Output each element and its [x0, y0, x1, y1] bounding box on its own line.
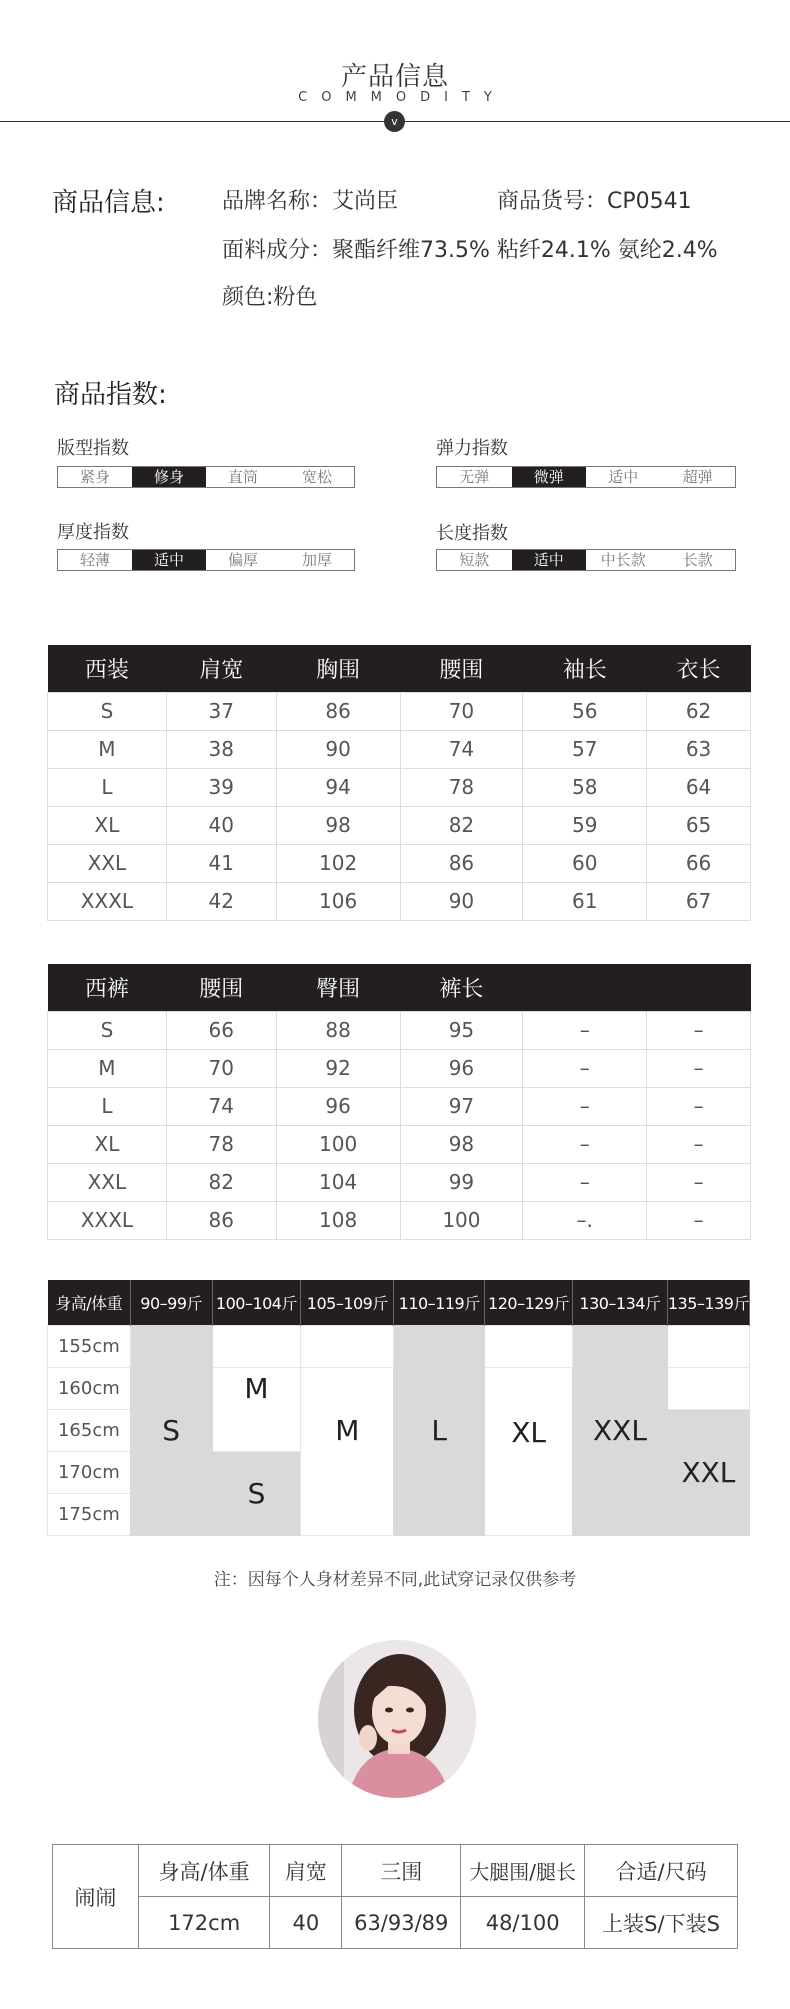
stretch-index-title: 弹力指数 [436, 438, 508, 459]
header-cell: 身高/体重 [138, 1845, 270, 1897]
weight-header: 120–129斤 [485, 1280, 573, 1325]
size-label-cell: L [48, 768, 167, 806]
value-cell: – [523, 1125, 647, 1163]
fit-index-title: 版型指数 [57, 438, 129, 459]
size-cell: S [212, 1451, 301, 1535]
table-row [48, 806, 751, 844]
size-label-cell: XXXL [48, 882, 167, 920]
scale-option: 短款 [459, 551, 490, 569]
size-label-cell: XXL [48, 1163, 167, 1201]
header-cell: 裤长 [400, 964, 523, 1011]
table-row [48, 1325, 750, 1367]
scale-option-selected: 适中 [512, 550, 587, 570]
value-cell: 62 [647, 692, 751, 730]
length-index-title: 长度指数 [436, 523, 508, 544]
header-cell: 袖长 [523, 645, 647, 692]
header-cell: 肩宽 [270, 1845, 342, 1897]
value-cell: 66 [647, 844, 751, 882]
value-cell: 37 [166, 692, 276, 730]
value-cell: 88 [276, 1011, 400, 1049]
height-cell: 155cm [48, 1325, 131, 1367]
fit-index-scale [57, 466, 355, 488]
value-cell: 74 [166, 1087, 276, 1125]
stretch-index-scale [436, 466, 736, 488]
size-label-cell: S [48, 1011, 167, 1049]
value-cell: 63/93/89 [342, 1897, 461, 1949]
scale-option: 无弹 [459, 468, 490, 486]
table-row [48, 882, 751, 920]
empty-cell [485, 1325, 573, 1367]
table-row [48, 1125, 751, 1163]
height-cell: 165cm [48, 1409, 131, 1451]
header-cell: 胸围 [276, 645, 400, 692]
size-cell: XL [485, 1367, 573, 1535]
size-cell: M [212, 1367, 301, 1451]
header-cell: 西装 [48, 645, 167, 692]
section-subtitle: COMMODITY [298, 90, 506, 105]
value-cell: 66 [166, 1011, 276, 1049]
table-row [53, 1845, 738, 1897]
pants-size-table [47, 964, 751, 1240]
value-cell: – [647, 1011, 751, 1049]
value-cell: – [523, 1011, 647, 1049]
value-cell: 40 [166, 806, 276, 844]
value-cell: 57 [523, 730, 647, 768]
size-label-cell: S [48, 692, 167, 730]
header-cell: 大腿围/腿长 [461, 1845, 585, 1897]
value-cell: 104 [276, 1163, 400, 1201]
section-title: 产品信息 [340, 62, 449, 92]
value-cell: 56 [523, 692, 647, 730]
height-cell: 160cm [48, 1367, 131, 1409]
model-name: 闹闹 [53, 1845, 139, 1949]
value-cell: 94 [276, 768, 400, 806]
length-index-scale [436, 549, 736, 571]
value-cell: 99 [400, 1163, 523, 1201]
scale-option: 适中 [608, 468, 639, 486]
empty-cell [667, 1325, 749, 1367]
table-row [48, 1163, 751, 1201]
scale-option: 长款 [682, 551, 713, 569]
thickness-index-scale [57, 549, 355, 571]
weight-header: 130–134斤 [573, 1280, 668, 1325]
value-cell: 82 [166, 1163, 276, 1201]
value-cell: 98 [276, 806, 400, 844]
scale-option: 超弹 [682, 468, 713, 486]
value-cell: 90 [276, 730, 400, 768]
size-label-cell: XL [48, 806, 167, 844]
brand-name: 品牌名称：艾尚臣 [222, 189, 399, 214]
value-cell: 67 [647, 882, 751, 920]
product-color: 颜色:粉色 [222, 285, 318, 310]
header-cell: 肩宽 [166, 645, 276, 692]
value-cell: 92 [276, 1049, 400, 1087]
scale-option-selected: 适中 [132, 550, 206, 570]
model-avatar [318, 1640, 476, 1798]
value-cell: 42 [166, 882, 276, 920]
value-cell: 39 [166, 768, 276, 806]
value-cell: 48/100 [461, 1897, 585, 1949]
value-cell: 38 [166, 730, 276, 768]
header-cell: 腰围 [400, 645, 523, 692]
value-cell: – [523, 1163, 647, 1201]
table-row [48, 768, 751, 806]
size-label-cell: L [48, 1087, 167, 1125]
table-header-row [48, 964, 751, 1011]
weight-header: 90–99斤 [130, 1280, 212, 1325]
weight-header: 100–104斤 [212, 1280, 301, 1325]
value-cell: 上装S/下装S [585, 1897, 738, 1949]
chevron-down-icon: v [384, 111, 405, 132]
value-cell: – [523, 1049, 647, 1087]
product-index-label: 商品指数: [54, 380, 167, 410]
value-cell: 63 [647, 730, 751, 768]
value-cell: 74 [400, 730, 523, 768]
table-header-row [48, 645, 751, 692]
table-row [48, 730, 751, 768]
table-row [53, 1897, 738, 1949]
header-cell [647, 964, 751, 1011]
value-cell: 90 [400, 882, 523, 920]
header-cell: 合适/尺码 [585, 1845, 738, 1897]
scale-option: 轻薄 [79, 551, 110, 569]
value-cell: 96 [276, 1087, 400, 1125]
table-row [48, 1201, 751, 1239]
value-cell: –. [523, 1201, 647, 1239]
product-info-label: 商品信息: [52, 188, 165, 218]
height-cell: 175cm [48, 1493, 131, 1535]
value-cell: – [647, 1201, 751, 1239]
header-cell: 腰围 [166, 964, 276, 1011]
value-cell: 108 [276, 1201, 400, 1239]
header-cell: 三围 [342, 1845, 461, 1897]
value-cell: 102 [276, 844, 400, 882]
value-cell: 106 [276, 882, 400, 920]
product-sku: 商品货号：CP0541 [497, 189, 692, 214]
value-cell: 59 [523, 806, 647, 844]
model-portrait-image [318, 1640, 476, 1798]
empty-cell [212, 1325, 301, 1367]
value-cell: 86 [400, 844, 523, 882]
value-cell: 95 [400, 1011, 523, 1049]
header-cell: 臀围 [276, 964, 400, 1011]
header-cell: 西裤 [48, 964, 167, 1011]
value-cell: 41 [166, 844, 276, 882]
fabric-composition: 面料成分：聚酯纤维73.5% 粘纤24.1% 氨纶2.4% [222, 238, 718, 263]
size-cell: XXL [667, 1409, 749, 1535]
scale-option-selected: 微弹 [512, 467, 587, 487]
value-cell: – [647, 1125, 751, 1163]
size-cell: M [301, 1367, 394, 1535]
value-cell: 97 [400, 1087, 523, 1125]
value-cell: 60 [523, 844, 647, 882]
weight-header: 105–109斤 [301, 1280, 394, 1325]
value-cell: 65 [647, 806, 751, 844]
weight-header: 110–119斤 [394, 1280, 485, 1325]
thickness-index-title: 厚度指数 [57, 522, 129, 543]
value-cell: 86 [166, 1201, 276, 1239]
table-row [48, 692, 751, 730]
value-cell: 86 [276, 692, 400, 730]
value-cell: 64 [647, 768, 751, 806]
value-cell: 96 [400, 1049, 523, 1087]
value-cell: 98 [400, 1125, 523, 1163]
value-cell: 70 [400, 692, 523, 730]
value-cell: 100 [400, 1201, 523, 1239]
value-cell: 172cm [138, 1897, 270, 1949]
fit-note: 注：因每个人身材差异不同,此试穿记录仅供参考 [213, 1570, 577, 1590]
size-cell: L [394, 1325, 485, 1535]
corner-header: 身高/体重 [48, 1280, 131, 1325]
scale-option-selected: 修身 [132, 467, 206, 487]
weight-header: 135–139斤 [667, 1280, 749, 1325]
scale-option: 宽松 [301, 468, 332, 486]
scale-option: 偏厚 [227, 551, 258, 569]
size-fit-chart [47, 1280, 750, 1536]
table-row [48, 1087, 751, 1125]
value-cell: 40 [270, 1897, 342, 1949]
value-cell: 78 [400, 768, 523, 806]
size-label-cell: XXL [48, 844, 167, 882]
scale-option: 直筒 [227, 468, 258, 486]
value-cell: 100 [276, 1125, 400, 1163]
suit-size-table [47, 645, 751, 921]
table-row [48, 1049, 751, 1087]
size-label-cell: XXXL [48, 1201, 167, 1239]
value-cell: – [647, 1163, 751, 1201]
value-cell: – [523, 1087, 647, 1125]
value-cell: 78 [166, 1125, 276, 1163]
empty-cell [301, 1325, 394, 1367]
model-fit-table [52, 1844, 738, 1949]
size-label-cell: M [48, 730, 167, 768]
scale-option: 加厚 [301, 551, 332, 569]
value-cell: – [647, 1087, 751, 1125]
value-cell: 61 [523, 882, 647, 920]
size-label-cell: XL [48, 1125, 167, 1163]
table-row [48, 1011, 751, 1049]
value-cell: – [647, 1049, 751, 1087]
value-cell: 82 [400, 806, 523, 844]
table-header-row [48, 1280, 750, 1325]
scale-option: 紧身 [79, 468, 110, 486]
header-cell [523, 964, 647, 1011]
empty-cell [667, 1367, 749, 1409]
table-row [48, 844, 751, 882]
size-label-cell: M [48, 1049, 167, 1087]
height-cell: 170cm [48, 1451, 131, 1493]
size-cell: XXL [573, 1325, 668, 1535]
size-cell: S [130, 1325, 212, 1535]
scale-option: 中长款 [600, 551, 646, 569]
value-cell: 58 [523, 768, 647, 806]
header-cell: 衣长 [647, 645, 751, 692]
value-cell: 70 [166, 1049, 276, 1087]
